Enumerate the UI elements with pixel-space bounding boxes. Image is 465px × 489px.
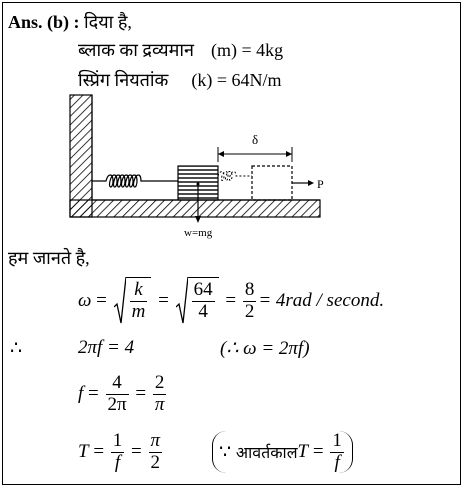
- equation-2pif: [10, 336, 310, 360]
- delta-label: δ: [252, 132, 259, 147]
- frac-2-pi: [153, 373, 167, 416]
- den-4: 4: [198, 301, 208, 322]
- answer-label: Ans. (b) :: [8, 12, 80, 32]
- f-symbol: f: [78, 383, 84, 404]
- den-fb: f: [334, 451, 340, 473]
- frac-4-2pi: [106, 373, 129, 416]
- frac-1-f-b: [330, 431, 344, 474]
- frac-1-f: [111, 431, 125, 474]
- spring: [92, 175, 178, 187]
- T-symbol: T: [78, 441, 89, 462]
- den-2b: 2: [150, 451, 161, 473]
- force-label: P: [317, 177, 324, 191]
- weight-label: w=mg: [184, 227, 213, 239]
- floor: [70, 200, 320, 217]
- omega-result: = 4rad / second.: [258, 290, 385, 311]
- we-know-label: हम जानते है,: [8, 248, 90, 268]
- num-64: 64: [193, 279, 213, 301]
- eq2-lhs: 2πf = 4: [78, 337, 135, 358]
- mass-label: ब्लाक का द्रव्यमान: [78, 40, 194, 60]
- den-2: 2: [244, 300, 255, 322]
- because-symbol: ∵: [219, 441, 232, 463]
- equation-f: f = $\frac{4}{2\pi}$ = $\frac{2}{\pi}$: [78, 371, 165, 415]
- answer-header: [8, 10, 132, 34]
- frac-pi-2: [149, 431, 163, 474]
- spring-block-diagram: [60, 92, 330, 240]
- T2-symbol: T: [297, 441, 309, 462]
- sqrt-64-over-4: [176, 277, 219, 325]
- num-1: 1: [112, 429, 123, 451]
- num-8: 8: [244, 278, 255, 300]
- given-label: दिया है,: [84, 12, 132, 32]
- num-pi: π: [150, 429, 161, 451]
- mass-line: [78, 38, 283, 62]
- omega-symbol: ω: [78, 290, 92, 311]
- den-f: f: [114, 451, 121, 473]
- mass-value: (m) = 4kg: [211, 40, 284, 60]
- displaced-block: [252, 166, 292, 200]
- wall: [70, 95, 92, 217]
- spring-line: [78, 68, 282, 92]
- spring-value: (k) = 64N/m: [191, 70, 282, 90]
- sqrt-k-over-m: [114, 277, 152, 325]
- equation-omega: ω = $\frac{k}{m}$ = $\frac{64}{4}$ = $\frac{8}{2}$ = 4rad / second.: [78, 276, 384, 326]
- den-2pi: 2π: [107, 393, 127, 415]
- num-2: 2: [153, 373, 167, 395]
- frac-8-2: [243, 280, 257, 323]
- spring-label: स्प्रिंग नियतांक: [78, 70, 169, 90]
- period-word: आवर्तकाल: [235, 445, 298, 462]
- num-4: 4: [106, 373, 129, 395]
- den-pi: π: [154, 393, 165, 415]
- therefore-symbol: ∴: [10, 337, 23, 359]
- eq2-note: (∴ ω = 2πf): [220, 337, 310, 359]
- period-note: ∵ आवर्तकाल T = $\frac{1}{f}$: [212, 431, 353, 474]
- num-1b: 1: [332, 429, 342, 451]
- equation-T: T = $\frac{1}{f}$ = $\frac{\pi}{2}$ ∵ आवर्तकाल T = $\frac{1}{f}$: [78, 426, 353, 478]
- k-numerator: k: [130, 280, 148, 302]
- m-denominator: m: [131, 301, 146, 322]
